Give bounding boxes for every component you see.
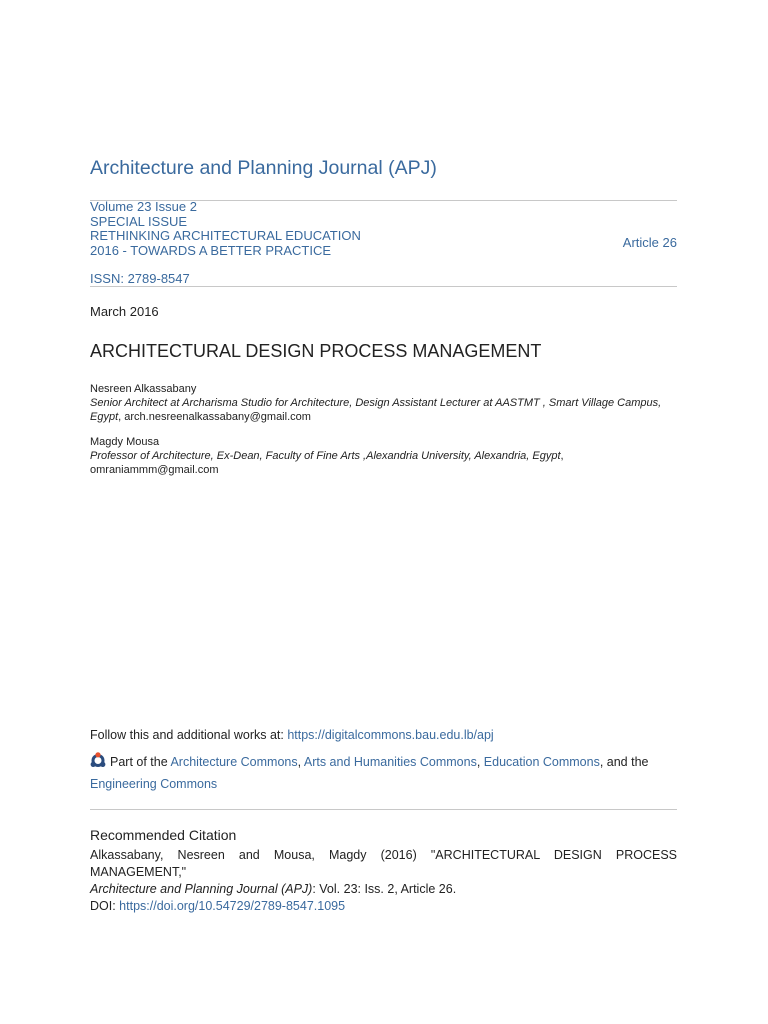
author-block: Magdy Mousa Professor of Architecture, Ex-Dean, Faculty of Fine Arts ,Alexandria University, Alexandria, Egypt, omraniammm@gmail.com xyxy=(90,435,680,477)
journal-title[interactable]: Architecture and Planning Journal (APJ) xyxy=(90,157,437,179)
arts-humanities-commons-link[interactable]: Arts and Humanities Commons xyxy=(303,755,477,769)
author-block: Nesreen Alkassabany Senior Architect at Archarisma Studio for Architecture, Design Assistant Lecturer at AASTMT , Smart Village Campus, Egypt, arch.nesreenalkassabany@gmail.com xyxy=(90,382,680,424)
issue-info xyxy=(90,200,361,258)
architecture-commons-link[interactable]: Architecture Commons xyxy=(170,755,298,769)
publication-date: March 2016 xyxy=(90,304,159,319)
special-issue-title-line2[interactable]: 2016 - TOWARDS A BETTER PRACTICE xyxy=(90,242,332,258)
follow-text: Follow this and additional works at: xyxy=(90,728,288,742)
author-email[interactable]: arch.nesreenalkassabany@gmail.com xyxy=(124,411,311,423)
part-of-commons xyxy=(90,751,677,795)
author-name: Nesreen Alkassabany xyxy=(90,383,197,395)
recommended-citation-heading: Recommended Citation xyxy=(90,827,237,843)
article-title: ARCHITECTURAL DESIGN PROCESS MANAGEMENT xyxy=(90,341,542,361)
author-affiliation: Senior Architect at Archarisma Studio for Architecture, Design Assistant Lecturer at AASTMT , Smart Village Campus, Egypt xyxy=(90,397,662,423)
doi-label: DOI: xyxy=(90,899,120,913)
issn: ISSN: 2789-8547 xyxy=(90,271,190,286)
article-number-link[interactable]: Article 26 xyxy=(622,235,677,250)
issue-volume-link[interactable]: Volume 23 Issue 2 xyxy=(90,199,197,214)
part-of-prefix: Part of the xyxy=(110,755,171,769)
follow-line xyxy=(90,728,494,742)
citation-divider xyxy=(90,809,677,810)
education-commons-link[interactable]: Education Commons xyxy=(483,755,600,769)
special-issue-title-line1[interactable]: RETHINKING ARCHITECTURAL EDUCATION xyxy=(90,228,361,243)
issn-divider xyxy=(90,286,677,287)
author-affiliation: Professor of Architecture, Ex-Dean, Faculty of Fine Arts ,Alexandria University, Alexandria, Egypt xyxy=(90,450,561,462)
follow-url-link[interactable]: https://digitalcommons.bau.edu.lb/apj xyxy=(287,728,494,742)
commons-network-icon xyxy=(90,752,106,768)
author-email[interactable]: omraniammm@gmail.com xyxy=(90,464,219,476)
engineering-commons-link[interactable]: Engineering Commons xyxy=(90,777,218,791)
separator: , xyxy=(476,755,484,769)
special-issue-label[interactable]: SPECIAL ISSUE xyxy=(90,213,188,229)
citation-text xyxy=(90,847,677,915)
citation-volume: : Vol. 23: Iss. 2, Article 26. xyxy=(312,882,457,896)
author-name: Magdy Mousa xyxy=(90,436,160,448)
citation-journal: Architecture and Planning Journal (APJ) xyxy=(90,882,313,896)
doi-link[interactable]: https://doi.org/10.54729/2789-8547.1095 xyxy=(119,899,346,913)
separator: , and the xyxy=(599,755,649,769)
separator: , xyxy=(297,755,304,769)
citation-line: Alkassabany, Nesreen and Mousa, Magdy (2016) "ARCHITECTURAL DESIGN PROCESS MANAGEMENT," xyxy=(90,848,677,879)
